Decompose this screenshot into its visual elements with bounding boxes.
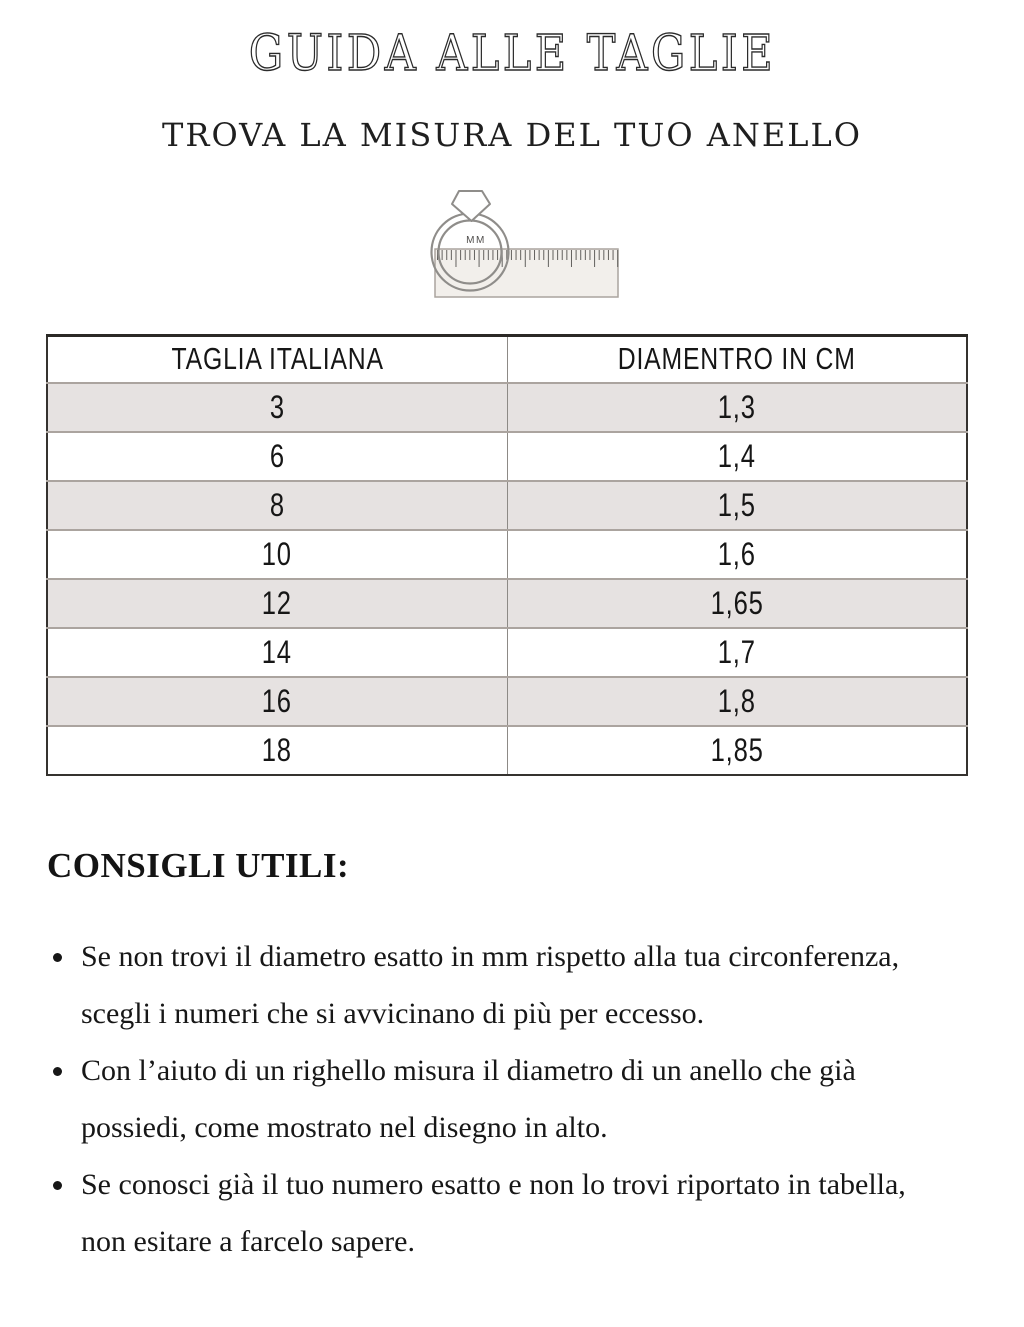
cell-value: 1,6: [717, 535, 756, 572]
cell-value: 1,85: [710, 731, 764, 768]
diameter-cell: [507, 530, 967, 579]
table-header-row: [47, 336, 967, 383]
page-subtitle: TROVA LA MISURA DEL TUO ANELLO: [162, 116, 862, 154]
diameter-cell: [507, 383, 967, 432]
table-row: [47, 726, 967, 775]
col-header-diametro-cm: [507, 336, 967, 383]
diameter-cell: [507, 432, 967, 481]
diameter-cell: [507, 579, 967, 628]
page-title: [0, 0, 1024, 82]
table-row: [47, 432, 967, 481]
table-row: [47, 677, 967, 726]
col-header-taglia-italiana-label: TAGLIA ITALIANA: [171, 341, 384, 377]
cell-value: 10: [262, 535, 293, 572]
cell-value: 1,7: [717, 633, 756, 670]
size-cell: [47, 432, 507, 481]
cell-value: 14: [262, 633, 293, 670]
tip-item: • Se non trovi il diametro esatto in mm rispetto alla tua circonferenza, scegli i numeri che si avvicinano di più per eccesso.: [77, 928, 929, 1042]
size-cell: [47, 628, 507, 677]
size-cell: [47, 677, 507, 726]
table-row: [47, 530, 967, 579]
cell-value: 18: [262, 731, 293, 768]
cell-value: 6: [269, 437, 285, 474]
page-title-text: GUIDA ALLE TAGLIE: [248, 24, 776, 82]
cell-value: 8: [269, 486, 285, 523]
cell-value: 3: [269, 388, 285, 425]
cell-value: 1,5: [717, 486, 756, 523]
cell-value: 1,65: [710, 584, 764, 621]
tip-item: • Con l’aiuto di un righello misura il diametro di un anello che già possiedi, come mostrato nel disegno in alto.: [77, 1042, 929, 1156]
table-row: [47, 628, 967, 677]
size-cell: [47, 579, 507, 628]
table-row: [47, 481, 967, 530]
size-cell: [47, 530, 507, 579]
col-header-taglia-italiana: [47, 336, 507, 383]
ring-mm-label: MM: [466, 235, 486, 246]
diameter-cell: [507, 628, 967, 677]
col-header-diametro-cm-label: DIAMENTRO IN CM: [617, 341, 856, 377]
ring-on-ruler-illustration: [424, 182, 624, 304]
tip-item: • Se conosci già il tuo numero esatto e non lo trovi riportato in tabella, non esitare a farcelo sapere.: [77, 1156, 929, 1270]
diameter-cell: [507, 726, 967, 775]
table-row: [47, 383, 967, 432]
cell-value: 1,4: [717, 437, 756, 474]
size-cell: [47, 726, 507, 775]
tips-list: [47, 928, 929, 1270]
cell-value: 1,8: [717, 682, 756, 719]
diameter-cell: [507, 677, 967, 726]
tips-heading: CONSIGLI UTILI:: [47, 845, 350, 885]
cell-value: 12: [262, 584, 293, 621]
cell-value: 16: [262, 682, 293, 719]
diameter-cell: [507, 481, 967, 530]
size-table: [46, 334, 968, 776]
size-cell: [47, 481, 507, 530]
size-cell: [47, 383, 507, 432]
cell-value: 1,3: [717, 388, 756, 425]
table-row: [47, 579, 967, 628]
